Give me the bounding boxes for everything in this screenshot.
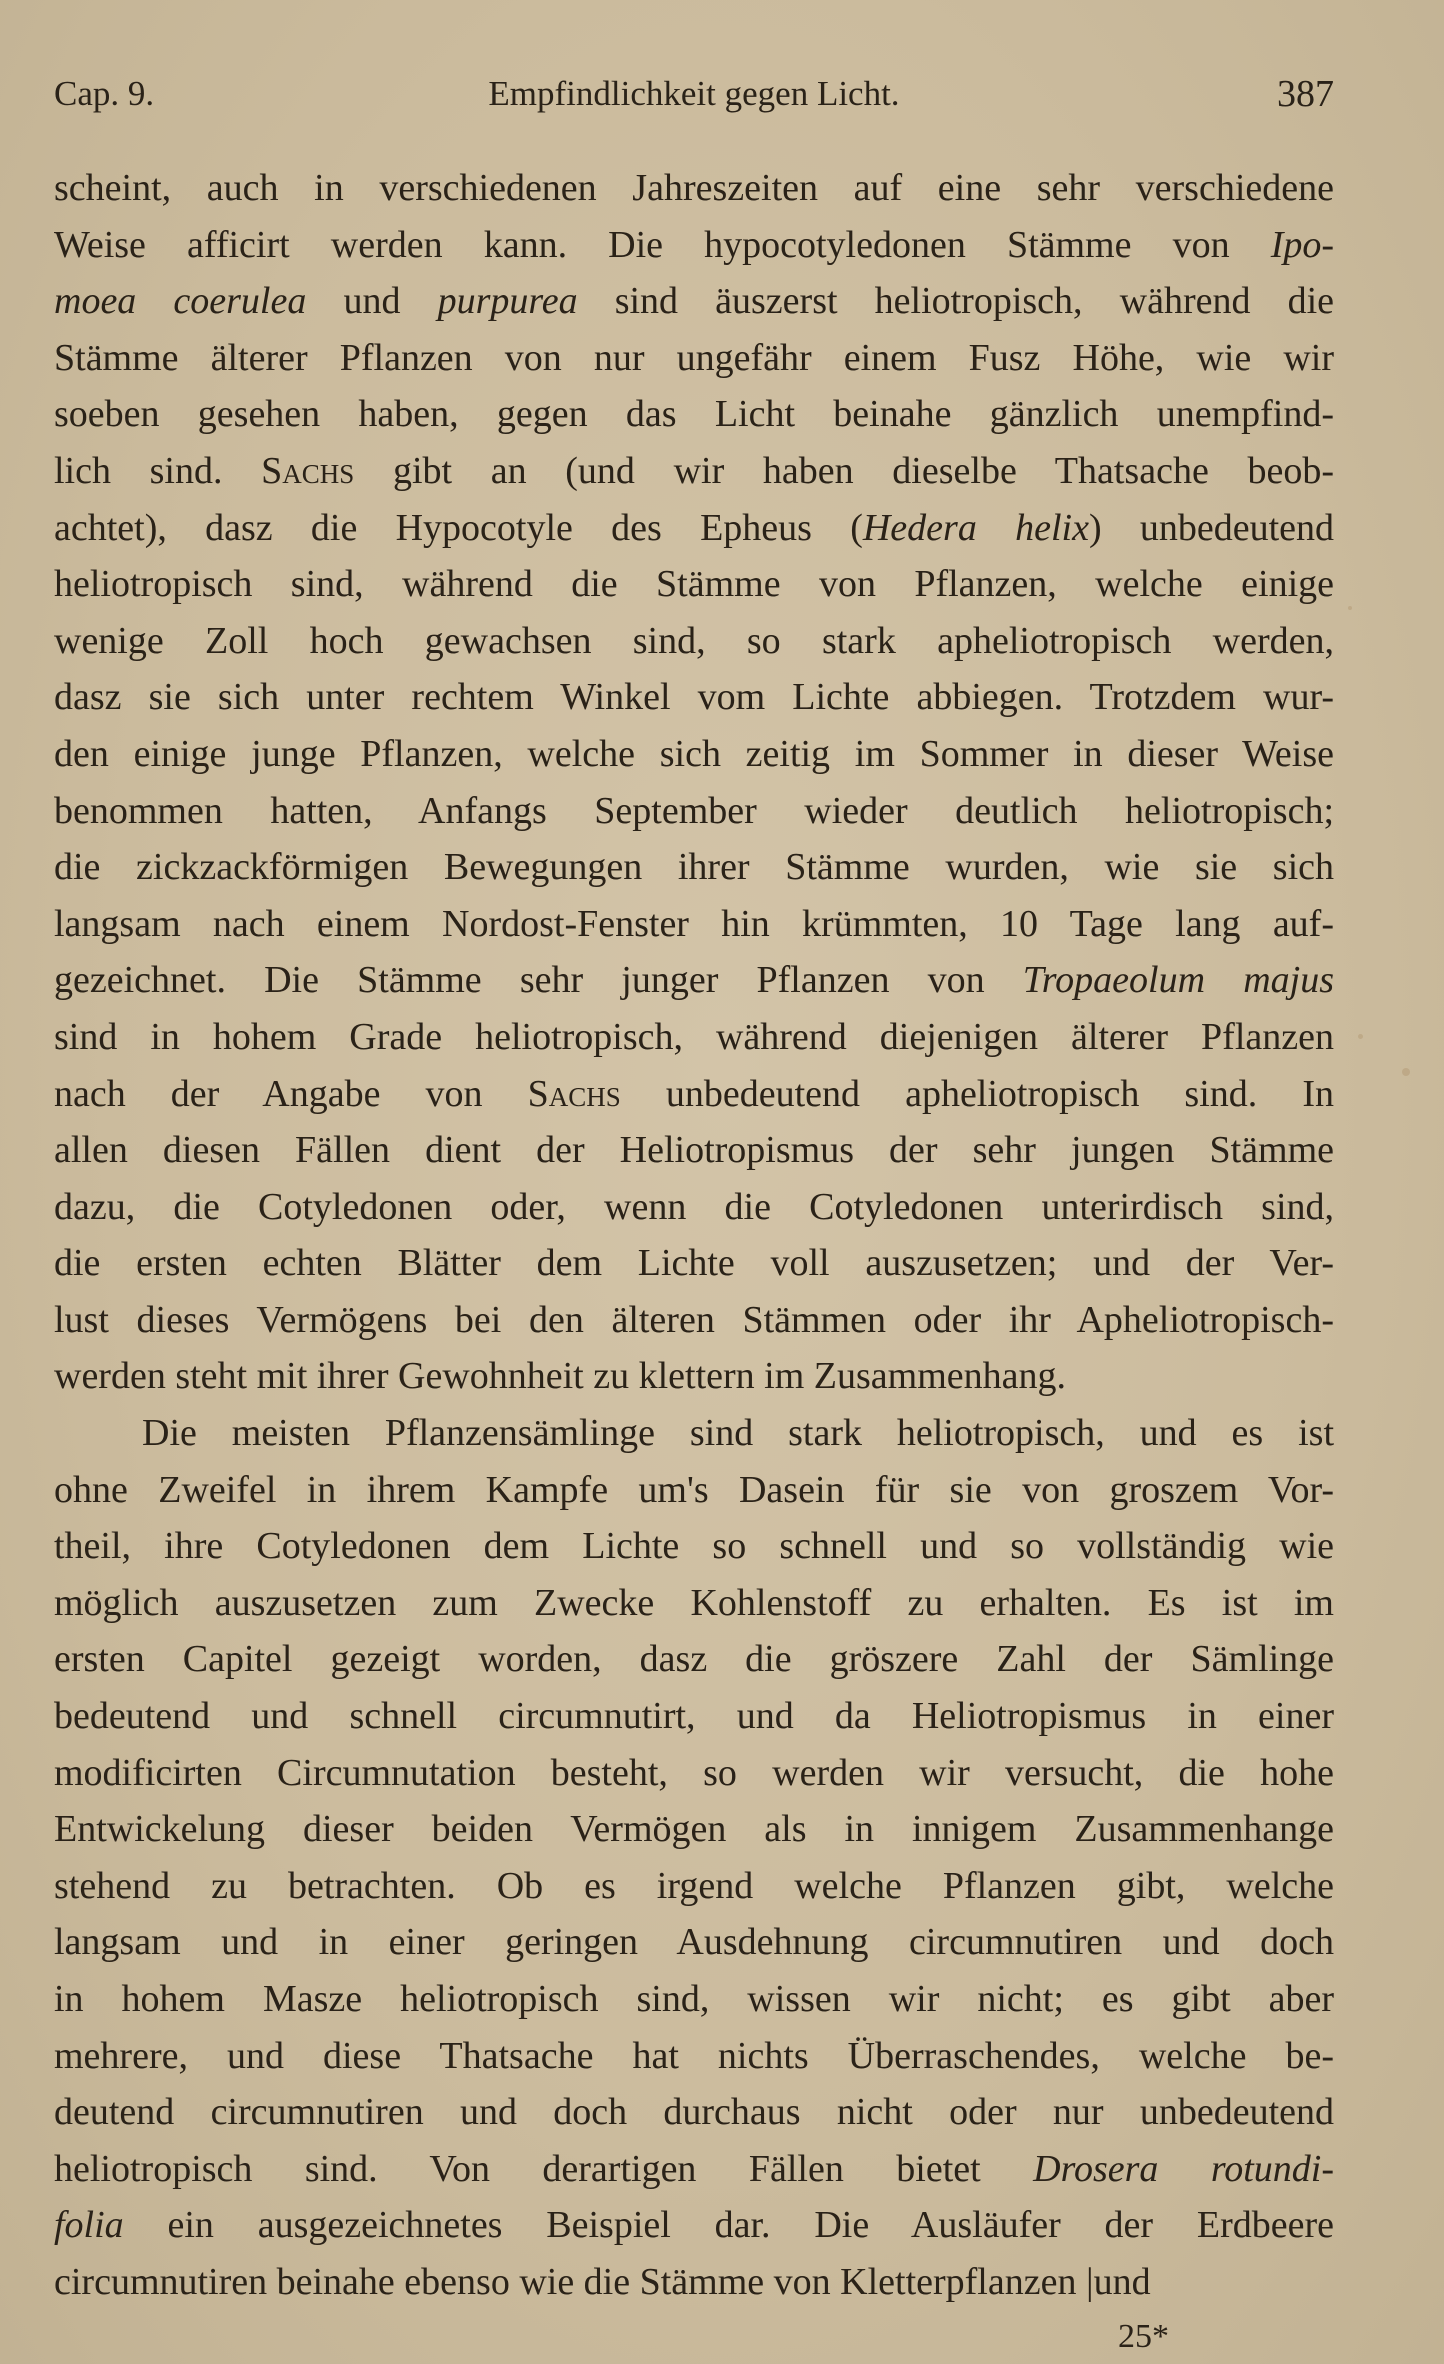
text-line <box>54 556 1334 613</box>
text-line <box>54 2084 1334 2141</box>
body-text <box>54 160 1334 2311</box>
text-line <box>54 1122 1334 1179</box>
text-line <box>54 1348 1334 1405</box>
text-segment: lich sind. <box>54 449 262 492</box>
running-title: Empfindlichkeit gegen Licht. <box>488 74 900 113</box>
text-line <box>54 273 1334 330</box>
running-header <box>54 74 1334 124</box>
text-segment: wenige Zoll hoch gewachsen sind, so stark apheliotropisch werden, <box>54 619 1334 662</box>
text-segment: ein ausgezeichnetes Beispiel dar. Die Ausläufer der Erdbeere <box>123 2204 1334 2247</box>
text-segment: und <box>306 280 438 323</box>
text-segment: Stämme älterer Pflanzen von nur ungefähr einem Fusz Höhe, wie wir <box>54 336 1334 379</box>
italic-term: folia <box>54 2204 124 2247</box>
text-segment: dazu, die Cotyledonen oder, wenn die Cotyledonen unterirdisch sind, <box>54 1185 1334 1228</box>
text-segment: scheint, auch in verschiedenen Jahreszeiten auf eine sehr verschiedene <box>54 167 1334 209</box>
text-line <box>54 613 1334 670</box>
text-line <box>54 2028 1334 2085</box>
text-segment: unbedeutend apheliotropisch sind. In <box>620 1072 1334 1115</box>
text-segment: langsam nach einem Nordost-Fenster hin krümmten, 10 Tage lang auf- <box>54 902 1334 945</box>
text-line <box>54 952 1334 1009</box>
text-line <box>54 2141 1334 2198</box>
italic-term: Tropaeolum majus <box>1022 959 1334 1002</box>
text-segment: deutend circumnutiren und doch durchaus nicht oder nur unbedeutend <box>54 2091 1334 2134</box>
text-segment: ) unbedeutend <box>1088 506 1335 549</box>
italic-term: Hedera helix <box>862 506 1089 549</box>
text-segment: möglich auszusetzen zum Zwecke Kohlenstoff zu erhalten. Es ist im <box>54 1581 1334 1624</box>
text-line <box>54 783 1334 840</box>
text-line <box>54 1688 1334 1745</box>
text-segment: heliotropisch sind. Von derartigen Fällen bietet <box>54 2147 1034 2190</box>
text-line <box>54 1462 1334 1519</box>
text-line <box>54 1235 1334 1292</box>
text-segment: mehrere, und diese Thatsache hat nichts Überraschendes, welche be- <box>54 2034 1334 2077</box>
text-segment: circumnutiren beinahe ebenso wie die Stämme von Kletterpflanzen |und <box>54 2260 1151 2303</box>
text-line <box>54 2254 1334 2311</box>
text-segment: die ersten echten Blätter dem Lichte voll auszusetzen; und der Ver- <box>54 1242 1334 1285</box>
text-segment: Entwickelung dieser beiden Vermögen als in innigem Zusammenhange <box>54 1808 1334 1851</box>
text-segment: modificirten Circumnutation besteht, so werden wir versucht, die hohe <box>54 1751 1334 1794</box>
text-segment: gibt an (und wir haben dieselbe Thatsache beob- <box>354 449 1334 492</box>
author-name: Sachs <box>261 449 355 492</box>
text-segment: sind in hohem Grade heliotropisch, während diejenigen älterer Pflanzen <box>54 1015 1334 1058</box>
text-line <box>54 1631 1334 1688</box>
page-number: 387 <box>1277 73 1334 115</box>
text-segment: bedeutend und schnell circumnutirt, und da Heliotropismus in einer <box>54 1695 1334 1738</box>
italic-term: moea coerulea <box>54 280 307 323</box>
text-segment: in hohem Masze heliotropisch sind, wissen wir nicht; es gibt aber <box>54 1978 1334 2020</box>
text-segment: benommen hatten, Anfangs September wieder deutlich heliotropisch; <box>54 789 1334 832</box>
text-line <box>54 1971 1334 2028</box>
paper-speck <box>1402 1068 1410 1076</box>
text-segment: theil, ihre Cotyledonen dem Lichte so schnell und so vollständig wie <box>54 1525 1334 1568</box>
text-line <box>54 1405 1334 1462</box>
text-segment: langsam und in einer geringen Ausdehnung circumnutiren und doch <box>54 1921 1334 1964</box>
signature-mark: 25* <box>1118 2318 1169 2355</box>
text-segment: Die meisten Pflanzensämlinge sind stark heliotropisch, und es ist <box>142 1412 1334 1455</box>
paper-speck <box>1348 606 1352 610</box>
italic-term: Ipo- <box>1270 223 1334 266</box>
text-segment: nach der Angabe von <box>54 1072 528 1115</box>
text-line <box>54 726 1334 783</box>
text-segment: den einige junge Pflanzen, welche sich zeitig im Sommer in dieser Weise <box>54 732 1334 775</box>
text-line <box>54 1801 1334 1858</box>
chapter-label: Cap. 9. <box>54 74 155 113</box>
text-line <box>54 386 1334 443</box>
text-segment: lust dieses Vermögens bei den älteren Stämmen oder ihr Apheliotropisch- <box>54 1298 1334 1341</box>
text-line <box>54 160 1334 217</box>
text-line <box>54 1518 1334 1575</box>
text-segment: werden steht mit ihrer Gewohnheit zu klettern im Zusammenhang. <box>54 1355 1066 1398</box>
text-segment: achtet), dasz die Hypocotyle des Epheus ( <box>54 506 863 549</box>
text-line <box>54 839 1334 896</box>
text-line <box>54 1066 1334 1123</box>
text-line <box>54 669 1334 726</box>
italic-term: Drosera rotundi- <box>1033 2147 1334 2190</box>
text-line <box>54 1914 1334 1971</box>
text-segment: soeben gesehen haben, gegen das Licht beinahe gänzlich unempfind- <box>54 393 1334 436</box>
paper-speck <box>1358 1034 1363 1039</box>
text-segment: ohne Zweifel in ihrem Kampfe um's Dasein für sie von groszem Vor- <box>54 1468 1334 1511</box>
text-segment: Weise afficirt werden kann. Die hypocotyledonen Stämme von <box>54 223 1271 266</box>
text-line <box>54 1745 1334 1802</box>
text-segment: sind äuszerst heliotropisch, während die <box>577 280 1334 323</box>
text-line <box>54 443 1334 500</box>
text-line <box>54 896 1334 953</box>
italic-term: purpurea <box>437 280 578 323</box>
text-line <box>54 1009 1334 1066</box>
text-line <box>54 500 1334 557</box>
text-line <box>54 1858 1334 1915</box>
text-segment: allen diesen Fällen dient der Heliotropismus der sehr jungen Stämme <box>54 1129 1334 1172</box>
author-name: Sachs <box>527 1072 621 1115</box>
text-line <box>54 1575 1334 1632</box>
text-line <box>54 1179 1334 1236</box>
text-segment: gezeichnet. Die Stämme sehr junger Pflanzen von <box>54 959 1023 1002</box>
text-segment: heliotropisch sind, während die Stämme von Pflanzen, welche einige <box>54 563 1334 606</box>
text-segment: dasz sie sich unter rechtem Winkel vom Lichte abbiegen. Trotzdem wur- <box>54 676 1334 719</box>
text-line <box>54 217 1334 274</box>
text-line <box>54 2197 1334 2254</box>
text-segment: die zickzackförmigen Bewegungen ihrer Stämme wurden, wie sie sich <box>54 846 1334 889</box>
text-segment: ersten Capitel gezeigt worden, dasz die gröszere Zahl der Sämlinge <box>54 1638 1334 1681</box>
text-line <box>54 330 1334 387</box>
text-segment: stehend zu betrachten. Ob es irgend welche Pflanzen gibt, welche <box>54 1864 1334 1907</box>
text-line <box>54 1292 1334 1349</box>
